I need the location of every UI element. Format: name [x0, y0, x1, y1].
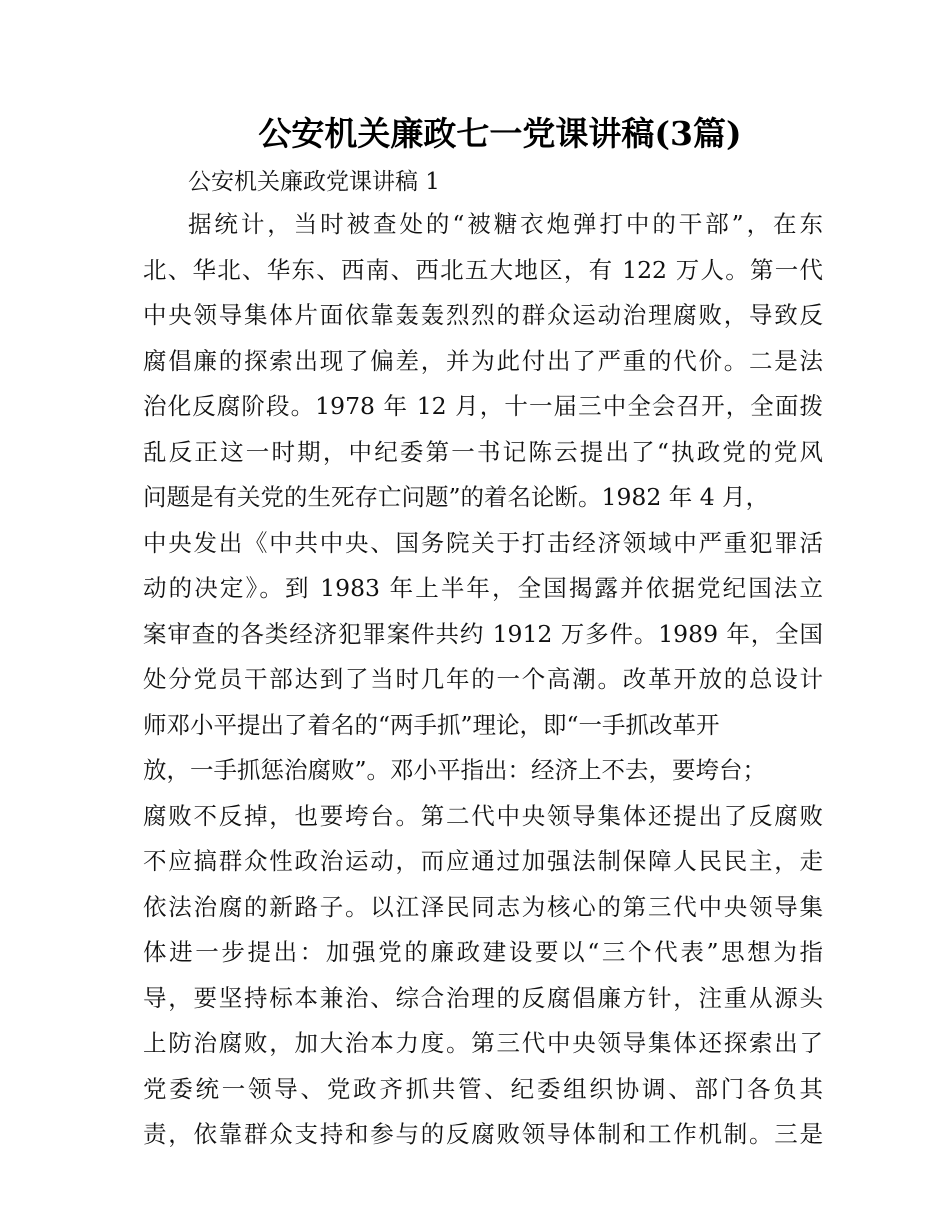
paragraph-line: 腐倡廉的探索出现了偏差，并为此付出了严重的代价。二是法: [143, 347, 823, 375]
paragraph-line: 党委统一领导、党政齐抓共管、纪委组织协调、部门各负其: [143, 1075, 823, 1103]
document-title: 公安机关廉政七一党课讲稿(3篇): [258, 114, 742, 153]
paragraph-line: 中央领导集体片面依靠轰轰烈烈的群众运动治理腐败，导致反: [143, 301, 823, 329]
paragraph-line: 动的决定》。到 1983 年上半年，全国揭露并依据党纪国法立: [143, 574, 823, 602]
paragraph-line: 中央发出《中共中央、国务院关于打击经济领域中严重犯罪活: [143, 529, 823, 557]
section-heading: 公安机关廉政党课讲稿 1: [188, 169, 440, 195]
paragraph-line: 腐败不反掉，也要垮台。第二代中央领导集体还提出了反腐败: [143, 802, 823, 830]
paragraph-line: 导，要坚持标本兼治、综合治理的反腐倡廉方针，注重从源头: [143, 984, 823, 1012]
paragraph-line: 放，一手抓惩治腐败”。邓小平指出：经济上不去，要垮台；: [143, 756, 767, 784]
paragraph-line: 处分党员干部达到了当时几年的一个高潮。改革开放的总设计: [143, 665, 823, 693]
paragraph-line: 问题是有关党的生死存亡问题”的着名论断。1982 年 4 月，: [143, 483, 770, 511]
paragraph-line: 治化反腐阶段。1978 年 12 月，十一届三中全会召开，全面拨: [143, 392, 823, 420]
paragraph-line: 上防治腐败，加大治本力度。第三代中央领导集体还探索出了: [143, 1029, 823, 1057]
paragraph-line: 责，依靠群众支持和参与的反腐败领导体制和工作机制。三是: [143, 1120, 823, 1148]
paragraph-line: 师邓小平提出了着名的“两手抓”理论，即“一手抓改革开: [143, 711, 720, 739]
paragraph-line: 体进一步提出：加强党的廉政建设要以“三个代表”思想为指: [143, 938, 823, 966]
paragraph-line: 乱反正这一时期，中纪委第一书记陈云提出了“执政党的党风: [143, 438, 823, 466]
paragraph-line: 据统计，当时被查处的“被糖衣炮弹打中的干部”，在东: [188, 210, 823, 238]
paragraph-line: 依法治腐的新路子。以江泽民同志为核心的第三代中央领导集: [143, 893, 823, 921]
paragraph-line: 北、华北、华东、西南、西北五大地区，有 122 万人。第一代: [143, 256, 823, 284]
paragraph-line: 不应搞群众性政治运动，而应通过加强法制保障人民民主，走: [143, 847, 823, 875]
paragraph-line: 案审查的各类经济犯罪案件共约 1912 万多件。1989 年，全国: [143, 620, 823, 648]
